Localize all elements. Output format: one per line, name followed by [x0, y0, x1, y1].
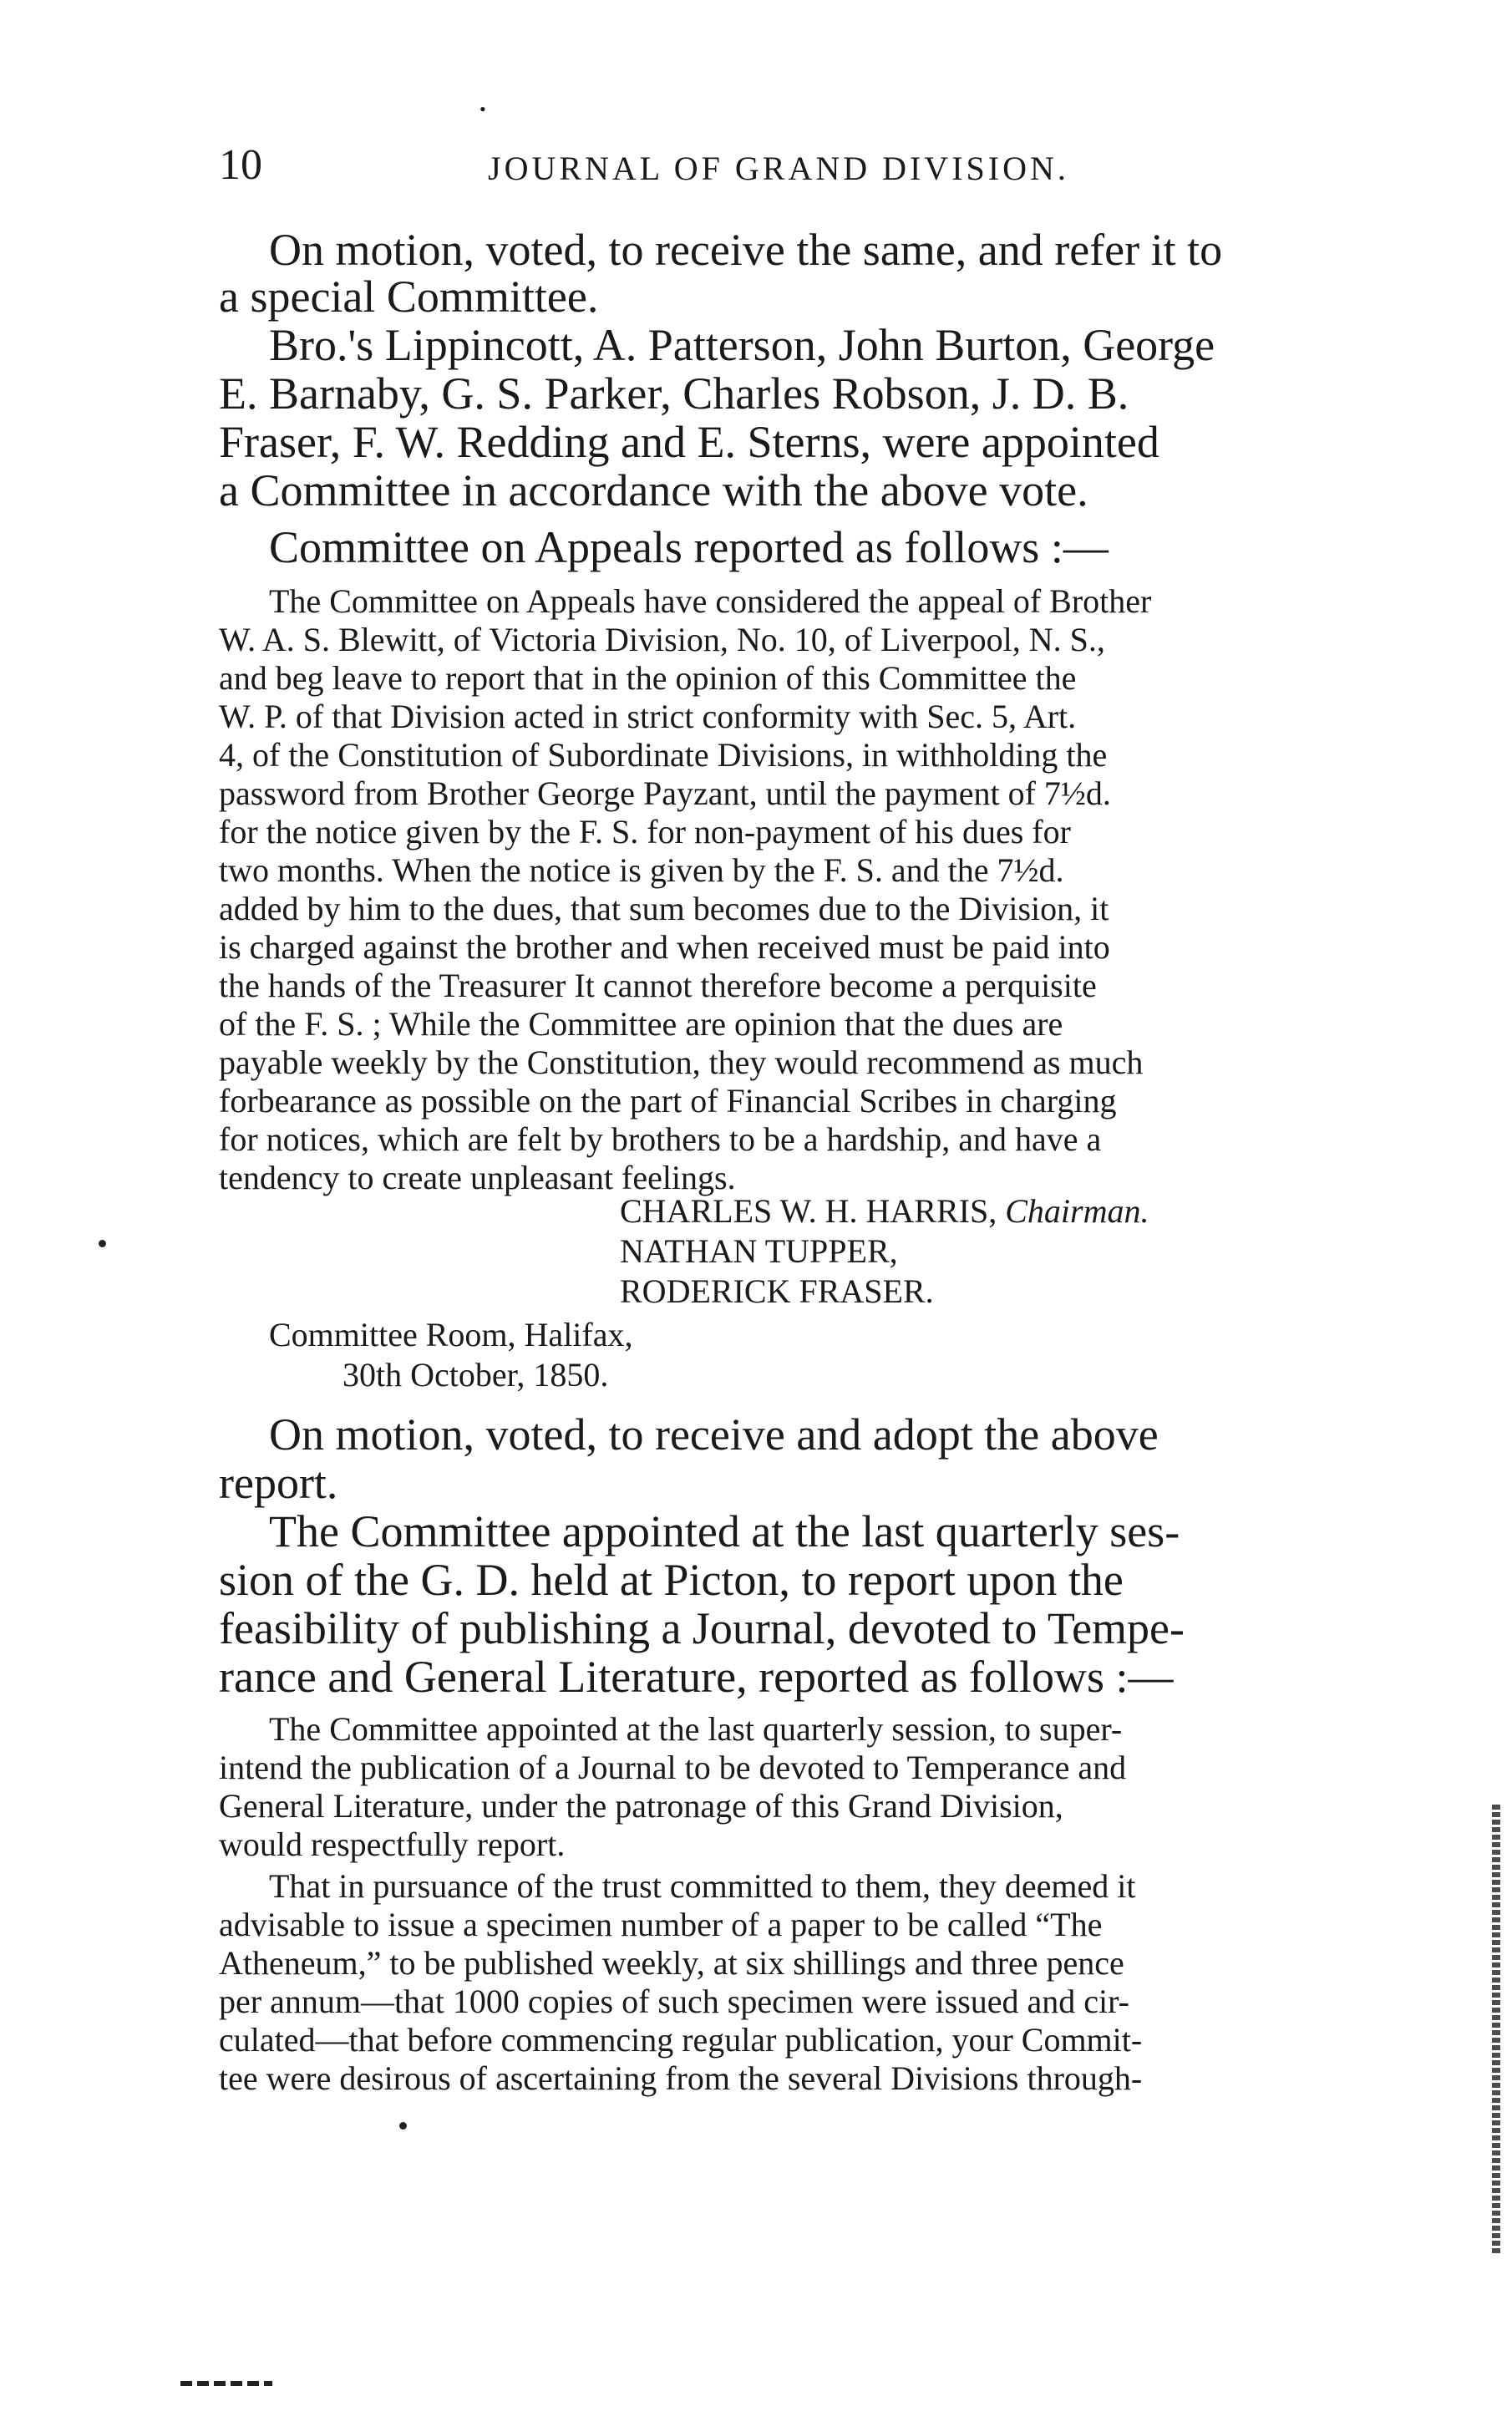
signature-role: Chairman. — [1005, 1192, 1149, 1230]
text-line: The Committee appointed at the last quarterly ses- — [269, 1506, 1180, 1556]
text-line: sion of the G. D. held at Picton, to report upon the — [219, 1555, 1124, 1605]
running-title: JOURNAL OF GRAND DIVISION. — [488, 150, 1069, 187]
report-line: is charged against the brother and when received must be paid into — [219, 928, 1110, 966]
stray-mark — [99, 1240, 106, 1247]
report-line: W. P. of that Division acted in strict conformity with Sec. 5, Art. — [219, 698, 1077, 735]
text-line: Fraser, F. W. Redding and E. Sterns, were appointed — [219, 417, 1159, 467]
page-number: 10 — [219, 141, 262, 189]
report-line: of the F. S. ; While the Committee are opinion that the dues are — [219, 1005, 1063, 1043]
report-line: password from Brother George Payzant, until the payment of 7½d. — [219, 774, 1111, 812]
dateline-place: Committee Room, Halifax, — [269, 1316, 633, 1353]
report-line: added by him to the dues, that sum becomes due to the Division, it — [219, 890, 1109, 927]
text-line: a special Committee. — [219, 272, 599, 322]
report-line: the hands of the Treasurer It cannot therefore become a perquisite — [219, 967, 1097, 1004]
text-line: report. — [219, 1458, 338, 1508]
report-line: 4, of the Constitution of Subordinate Divisions, in withholding the — [219, 736, 1108, 774]
signature-name: CHARLES W. H. HARRIS, — [620, 1192, 997, 1230]
binding-edge-artifact — [1492, 1805, 1500, 2256]
report-line: That in pursuance of the trust committed to them, they deemed it — [269, 1867, 1136, 1905]
appeals-intro: Committee on Appeals reported as follows :— — [269, 522, 1109, 572]
report-line: The Committee appointed at the last quarterly session, to super- — [269, 1710, 1123, 1748]
top-mark: • — [479, 99, 486, 119]
report-line: tendency to create unpleasant feelings. — [219, 1159, 736, 1196]
report-line: and beg leave to report that in the opinion of this Committee the — [219, 659, 1077, 697]
report-line: payable weekly by the Constitution, they would recommend as much — [219, 1043, 1144, 1081]
text-line: E. Barnaby, G. S. Parker, Charles Robson, J. D. B. — [219, 368, 1129, 419]
dateline-date: 30th October, 1850. — [342, 1356, 609, 1394]
report-line: for the notice given by the F. S. for non-payment of his dues for — [219, 813, 1071, 850]
report-line: culated—that before commencing regular publication, your Commit- — [219, 2021, 1143, 2059]
text-line: Bro.'s Lippincott, A. Patterson, John Burton, George — [269, 320, 1215, 370]
report-line: intend the publication of a Journal to be devoted to Temperance and — [219, 1749, 1127, 1786]
report-line: for notices, which are felt by brothers to be a hardship, and have a — [219, 1120, 1102, 1158]
signature-name: RODERICK FRASER. — [620, 1272, 934, 1310]
text-line: rance and General Literature, reported as follows :— — [219, 1652, 1174, 1702]
report-line: tee were desirous of ascertaining from the several Divisions through- — [219, 2059, 1143, 2097]
report-line: two months. When the notice is given by the F. S. and the 7½d. — [219, 851, 1064, 889]
report-line: forbearance as possible on the part of Financial Scribes in charging — [219, 1082, 1117, 1120]
report-line: would respectfully report. — [219, 1825, 566, 1863]
text-line: a Committee in accordance with the above vote. — [219, 465, 1088, 515]
report-line: advisable to issue a specimen number of a paper to be called “The — [219, 1906, 1103, 1943]
signature-chairman — [620, 1191, 1149, 1231]
signature-name: NATHAN TUPPER, — [620, 1232, 898, 1270]
report-line: per annum—that 1000 copies of such specimen were issued and cir- — [219, 1983, 1129, 2020]
stray-mark — [399, 2122, 407, 2130]
text-line: feasibility of publishing a Journal, devoted to Tempe- — [219, 1603, 1185, 1653]
bottom-scan-artifact — [180, 2381, 272, 2386]
report-line: W. A. S. Blewitt, of Victoria Division, No. 10, of Liverpool, N. S., — [219, 621, 1105, 658]
report-line: The Committee on Appeals have considered the appeal of Brother — [269, 582, 1152, 620]
report-line: General Literature, under the patronage of this Grand Division, — [219, 1787, 1063, 1825]
report-line: Atheneum,” to be published weekly, at six shillings and three pence — [219, 1944, 1124, 1982]
text-line: On motion, voted, to receive and adopt the above — [269, 1409, 1159, 1460]
text-line: On motion, voted, to receive the same, and refer it to — [269, 225, 1223, 275]
